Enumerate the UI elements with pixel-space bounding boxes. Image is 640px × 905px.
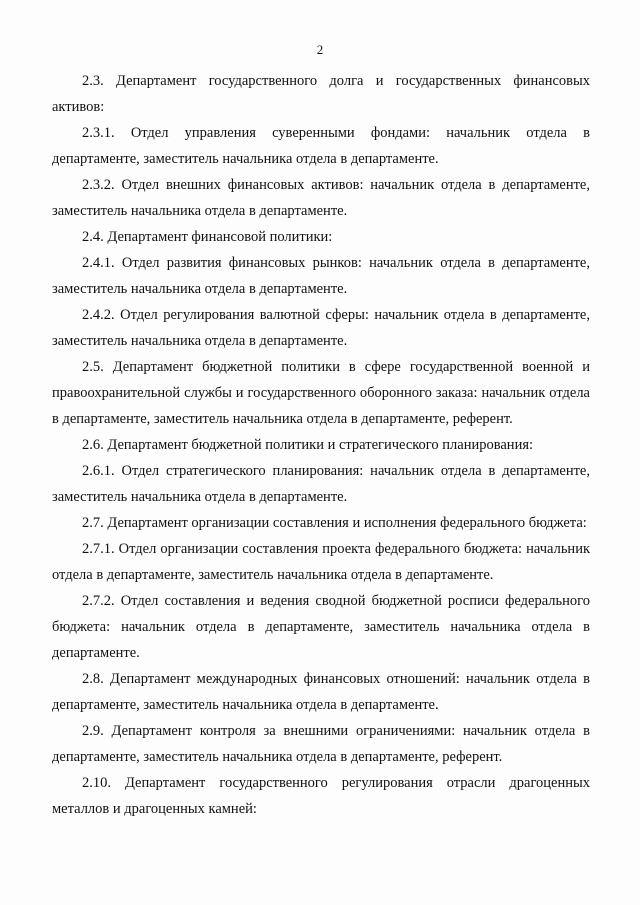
paragraph-2-7-1: 2.7.1. Отдел организации составления проекта федерального бюджета: начальник отдела в департаменте, заместитель начальника отдела в департаменте. [52,541,590,583]
paragraph-2-6-1: 2.6.1. Отдел стратегического планирования: начальник отдела в департаменте, заместитель начальника отдела в департаменте. [52,463,590,505]
paragraph-2-10: 2.10. Департамент государственного регулирования отрасли драгоценных металлов и драгоценных камней: [52,775,590,817]
paragraph-2-4: 2.4. Департамент финансовой политики: [82,229,333,245]
paragraph-2-3: 2.3. Департамент государственного долга и государственных финансовых активов: [52,73,590,115]
paragraph-2-5: 2.5. Департамент бюджетной политики в сфере государственной военной и правоохранительной службы и государственного оборонного заказа: начальник отдела в департаменте, заместитель начальника отдела в департаменте, референт. [52,359,590,427]
paragraph-2-7-2: 2.7.2. Отдел составления и ведения сводной бюджетной росписи федерального бюджета: начальник отдела в департаменте, заместитель начальника отдела в департаменте. [52,593,590,661]
paragraph-2-7: 2.7. Департамент организации составления и исполнения федерального бюджета: [82,515,587,531]
paragraph-2-3-2: 2.3.2. Отдел внешних финансовых активов: начальник отдела в департаменте, заместитель начальника отдела в департаменте. [52,177,590,219]
paragraph-2-3-1: 2.3.1. Отдел управления суверенными фондами: начальник отдела в департаменте, заместитель начальника отдела в департаменте. [52,125,590,167]
document-body [52,68,590,822]
page-number: 2 [316,42,324,57]
paragraph-2-8: 2.8. Департамент международных финансовых отношений: начальник отдела в департаменте, заместитель начальника отдела в департаменте. [52,671,590,713]
paragraph-2-6: 2.6. Департамент бюджетной политики и стратегического планирования: [82,437,534,453]
paragraph-2-4-2: 2.4.2. Отдел регулирования валютной сферы: начальник отдела в департаменте, заместитель начальника отдела в департаменте. [52,307,590,349]
paragraph-2-9: 2.9. Департамент контроля за внешними ограничениями: начальник отдела в департаменте, заместитель начальника отдела в департаменте, референт. [52,723,590,765]
paragraph-2-4-1: 2.4.1. Отдел развития финансовых рынков: начальник отдела в департаменте, заместитель начальника отдела в департаменте. [52,255,590,297]
